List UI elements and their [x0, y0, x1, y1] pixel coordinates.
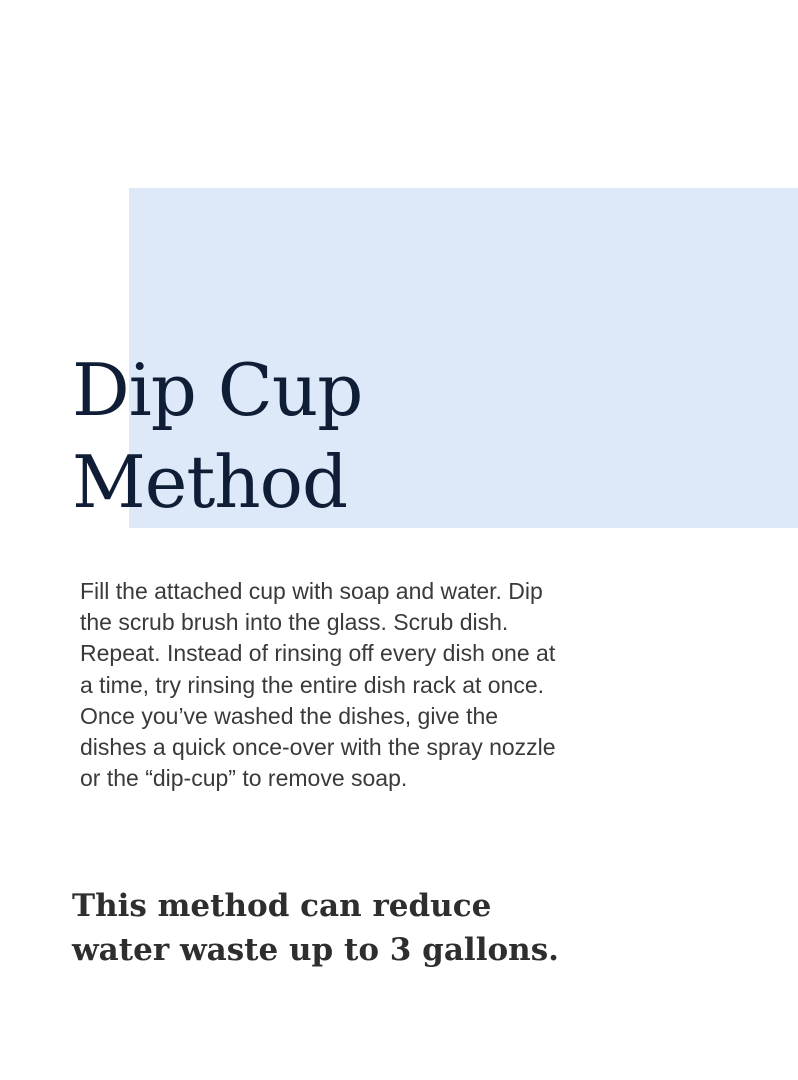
callout-line-1: This method can reduce — [72, 888, 492, 924]
title-line-2: Method — [72, 440, 348, 524]
callout-line-2: water waste up to 3 gallons. — [72, 932, 559, 968]
title-line-1: Dip Cup — [72, 348, 363, 432]
page-title — [72, 344, 492, 528]
callout-text — [72, 884, 672, 972]
body-paragraph: Fill the attached cup with soap and water. Dip the scrub brush into the glass. Scrub dish. Repeat. Instead of rinsing off every dish one at a time, try rinsing the entire dish rack at once. Once you’ve washed the dishes, give the dishes a quick once-over with the spray nozzle or the “dip-cup” to remove soap. — [80, 578, 556, 792]
